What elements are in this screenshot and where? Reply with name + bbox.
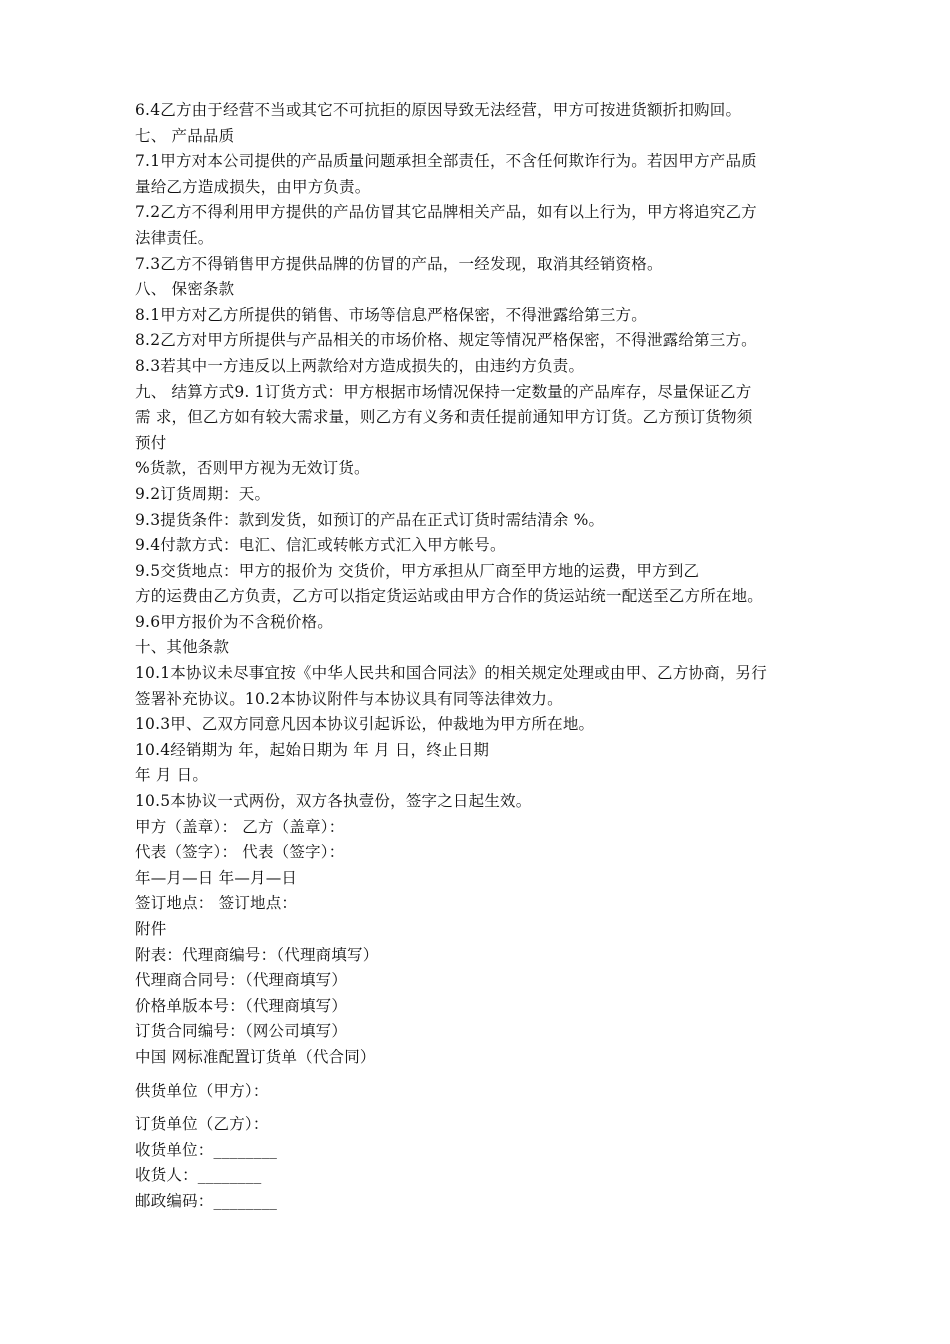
clause-7-1: 7.1甲方对本公司提供的产品质量问题承担全部责任，不含任何欺诈行为。若因甲方产品质 [135, 152, 757, 171]
order-form-title: 中国 网标准配置订货单（代合同） [135, 1047, 376, 1066]
section-heading-10: 十、其他条款 [135, 638, 230, 657]
clause-9-1-cont: 需 求，但乙方如有较大需求量，则乙方有义务和责任提前通知甲方订货。乙方预订货物须 [135, 408, 753, 427]
clause-6-4: 6.4乙方由于经营不当或其它不可抗拒的原因导致无法经营，甲方可按进货额折扣购回。 [135, 101, 742, 119]
clause-9-5: 9.5交货地点：甲方的报价为 交货价，甲方承担从厂商至甲方地的运费，甲方到乙 [135, 561, 700, 580]
clause-8-3: 8.3若其中一方违反以上两款给对方造成损失的，由违约方负责。 [135, 356, 585, 375]
clause-10-1: 10.1本协议未尽事宜按《中华人民共和国合同法》的相关规定处理或由甲、乙方协商，另行 [135, 664, 767, 683]
clause-9-3: 9.3提货条件：款到发货，如预订的产品在正式订货时需结清余 %。 [135, 510, 605, 529]
attachment-heading: 附件 [135, 920, 167, 938]
signature-date-line: 年—月—日 年—月—日 [135, 868, 298, 887]
section-heading-9: 九、 结算方式9. 1订货方式：甲方根据市场情况保持一定数量的产品库存，尽量保证乙方 [135, 382, 752, 401]
clause-10-4-cont: 年 月 日。 [135, 766, 209, 785]
clause-10-1-cont: 签署补充协议。10.2本协议附件与本协议具有同等法律效力。 [135, 689, 563, 708]
attachment-agent-contract-number: 代理商合同号：（代理商填写） [135, 971, 348, 990]
section-heading-7: 七、 产品品质 [135, 126, 235, 145]
supplier-field: 供货单位（甲方）： [135, 1081, 269, 1100]
clause-9-1-cont3: %货款，否则甲方视为无效订货。 [135, 459, 370, 478]
clause-7-2-cont: 法律责任。 [135, 228, 214, 247]
clause-7-1-cont: 量给乙方造成损失，由甲方负责。 [135, 177, 371, 196]
clause-9-6: 9.6甲方报价为不含税价格。 [135, 612, 333, 631]
clause-10-5: 10.5本协议一式两份，双方各执壹份，签字之日起生效。 [135, 792, 532, 811]
clause-10-3: 10.3甲、乙双方同意凡因本协议引起诉讼，仲裁地为甲方所在地。 [135, 715, 595, 734]
signing-location-line: 签订地点： 签订地点： [135, 894, 298, 913]
clause-9-4: 9.4付款方式：电汇、信汇或转帐方式汇入甲方帐号。 [135, 536, 506, 555]
clause-9-2: 9.2订货周期：天。 [135, 484, 271, 503]
clause-7-3: 7.3乙方不得销售甲方提供品牌的仿冒的产品，一经发现，取消其经销资格。 [135, 254, 663, 273]
attachment-agent-number: 附表：代理商编号：（代理商填写） [135, 945, 379, 964]
clause-8-1: 8.1甲方对乙方所提供的销售、市场等信息严格保密，不得泄露给第三方。 [135, 305, 647, 324]
signature-seal-line: 甲方（盖章）： 乙方（盖章）： [135, 817, 345, 836]
section-heading-8: 八、 保密条款 [135, 280, 235, 299]
consignee-person-field: 收货人：________ [135, 1166, 262, 1185]
attachment-order-contract-number: 订货合同编号：（网公司填写） [135, 1022, 348, 1041]
clause-9-5-cont: 方的运费由乙方负责，乙方可以指定货运站或由甲方合作的货运站统一配送至乙方所在地。 [135, 587, 764, 606]
clause-8-2: 8.2乙方对甲方所提供与产品相关的市场价格、规定等情况严格保密，不得泄露给第三方。 [135, 331, 757, 350]
attachment-price-list-version: 价格单版本号：（代理商填写） [135, 996, 348, 1015]
document-page [135, 98, 835, 1215]
signature-representative-line: 代表（签字）： 代表（签字）： [135, 843, 345, 862]
buyer-field: 订货单位（乙方）： [135, 1115, 269, 1134]
postal-code-field: 邮政编码：________ [135, 1191, 278, 1210]
clause-7-2: 7.2乙方不得利用甲方提供的产品仿冒其它品牌相关产品，如有以上行为，甲方将追究乙方 [135, 203, 757, 222]
clause-9-1-cont2: 预付 [135, 433, 167, 452]
consignee-unit-field: 收货单位：________ [135, 1140, 278, 1159]
clause-10-4: 10.4经销期为 年，起始日期为 年 月 日，终止日期 [135, 740, 490, 759]
